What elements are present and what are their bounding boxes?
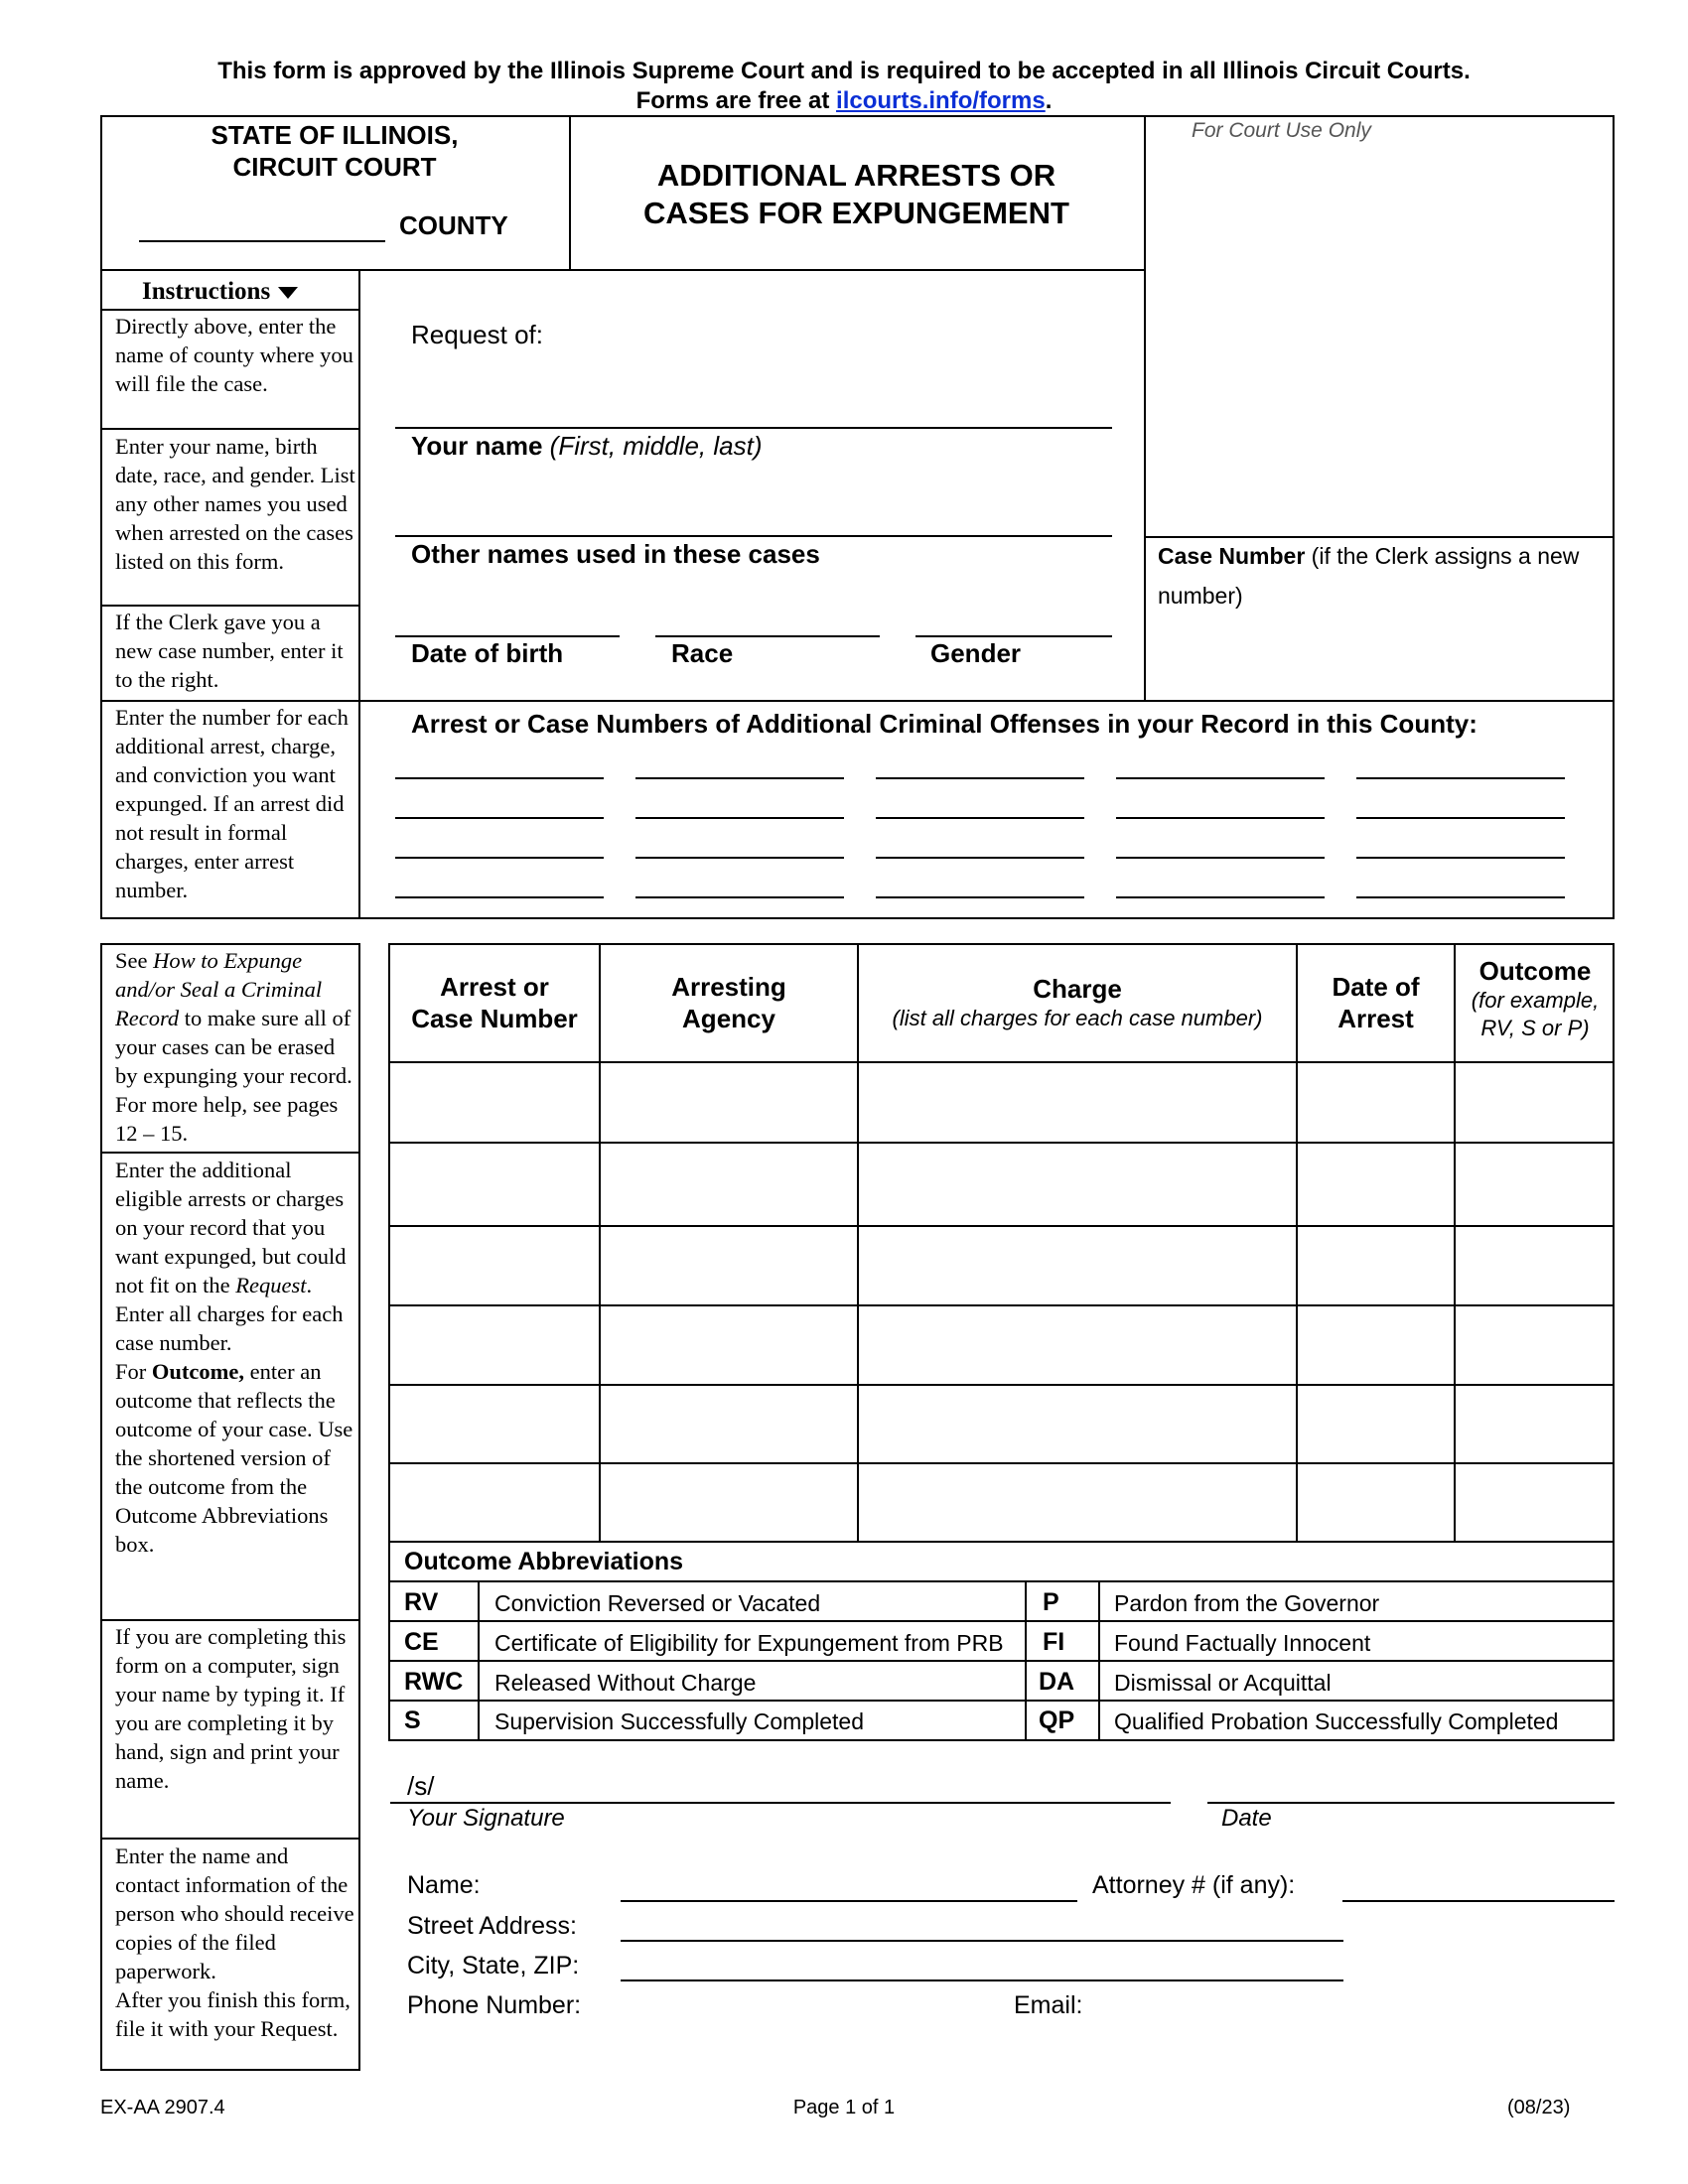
abbr-code: QP [1039, 1706, 1075, 1734]
street-label: Street Address: [407, 1912, 577, 1940]
signature-value[interactable]: /s/ [407, 1771, 435, 1801]
other-names-label: Other names used in these cases [411, 539, 820, 569]
arrest-number-input[interactable] [635, 817, 844, 819]
th-date-l1: Date of [1332, 972, 1420, 1002]
abbr-text: Found Factually Innocent [1114, 1630, 1371, 1656]
abbr-text: Certificate of Eligibility for Expungement from PRB [494, 1630, 1004, 1656]
arrest-number-input[interactable] [1356, 817, 1565, 819]
page-number: Page 1 of 1 [792, 2097, 896, 2118]
abbr-text: Pardon from the Governor [1114, 1590, 1380, 1616]
instruction-arrest-numbers: Enter the number for each additional arrest, charge, and conviction you want expunged. If an arrest did not result in formal charges, enter arrest number. [115, 705, 349, 902]
arrest-number-input[interactable] [1116, 817, 1325, 819]
race-label: Race [671, 638, 734, 668]
additional-1: Enter the additional eligible arrests or charges on your record that you want expunged, but could not fit on the [115, 1158, 347, 1297]
request-of-label: Request of: [411, 320, 543, 349]
arrest-number-input[interactable] [395, 857, 604, 859]
arrest-number-input[interactable] [876, 777, 1084, 779]
abbr-code: P [1043, 1588, 1059, 1616]
case-number-hint: (if the Clerk assigns a new number) [1158, 543, 1580, 609]
form-id: EX-AA 2907.4 [100, 2097, 225, 2118]
th-charge [859, 973, 1296, 1032]
your-name-input-line[interactable] [395, 535, 1112, 537]
court-state: STATE OF ILLINOIS, [211, 120, 459, 150]
contact-text: Enter the name and contact information of the person who should receive copies of the filed paperwork. [115, 1843, 354, 1983]
dob-label: Date of birth [411, 638, 564, 668]
arrest-number-input[interactable] [876, 896, 1084, 898]
county-label: COUNTY [399, 210, 508, 240]
divider [100, 1838, 360, 1840]
city-label: City, State, ZIP: [407, 1952, 580, 1979]
th-outcome [1456, 955, 1615, 1042]
arrest-number-input[interactable] [1356, 857, 1565, 859]
abbreviations-title: Outcome Abbreviations [404, 1548, 684, 1575]
divider [358, 700, 1615, 702]
instructions-heading-text: Instructions [142, 278, 271, 305]
divider [100, 309, 358, 311]
abbr-code: RWC [404, 1668, 464, 1696]
name-input-line[interactable] [621, 1900, 1077, 1902]
abbr-text: Conviction Reversed or Vacated [494, 1590, 821, 1616]
divider [100, 428, 358, 430]
divider [388, 1304, 1615, 1306]
caret-down-icon [278, 287, 298, 299]
name-label: Name: [407, 1871, 481, 1899]
divider [388, 1580, 1615, 1582]
outcome-word: Outcome, [151, 1359, 244, 1384]
outcome-for: For [115, 1359, 152, 1384]
divider [358, 269, 360, 919]
th-agency [601, 971, 857, 1034]
forms-notice [0, 87, 1688, 115]
abbr-text: Qualified Probation Successfully Completed [1114, 1708, 1559, 1734]
race-input-line[interactable] [655, 635, 880, 637]
divider [388, 1541, 1615, 1543]
divider [388, 1700, 1615, 1702]
arrest-number-input[interactable] [395, 817, 604, 819]
forms-notice-prefix: Forms are free at [635, 87, 837, 114]
finish-text: After you finish this form, file it with your Request. [115, 1987, 351, 2041]
instruction-contact [115, 1842, 355, 2043]
date-label: Date [1221, 1805, 1272, 1832]
arrest-number-input[interactable] [876, 817, 1084, 819]
form-title-line2: CASES FOR EXPUNGEMENT [643, 196, 1069, 230]
divider [478, 1580, 480, 1739]
date-line[interactable] [1207, 1802, 1615, 1804]
signature-label: Your Signature [407, 1805, 565, 1832]
th-date-l2: Arrest [1337, 1004, 1414, 1033]
th-date [1298, 971, 1454, 1034]
arrest-number-input[interactable] [395, 777, 604, 779]
arrest-number-input[interactable] [635, 857, 844, 859]
divider [1144, 115, 1146, 701]
arrest-number-input[interactable] [1356, 896, 1565, 898]
gender-input-line[interactable] [915, 635, 1112, 637]
outcome-rest: enter an outcome that reflects the outcome of your case. Use the shortened version of the outcome from the Outcome Abbreviations box. [115, 1359, 353, 1557]
divider [100, 1152, 360, 1154]
see-post: to make sure all of your cases can be erased by expunging your record. For more help, see pages 12 – 15. [115, 1006, 352, 1146]
email-label: Email: [1014, 1991, 1083, 2019]
attorney-label: Attorney # (if any): [1092, 1871, 1296, 1899]
arrest-number-input[interactable] [876, 857, 1084, 859]
abbr-code: S [404, 1706, 421, 1734]
th-case-number-l1: Arrest or [440, 972, 549, 1002]
th-agency-l2: Agency [682, 1004, 775, 1033]
see-title: How to Expunge and/or Seal a Criminal Record [115, 948, 323, 1030]
additional-2: . Enter all charges for each case number. [115, 1273, 344, 1355]
your-name-text: Your name [411, 431, 543, 461]
street-input-line[interactable] [621, 1940, 1343, 1942]
abbr-text: Supervision Successfully Completed [494, 1708, 865, 1734]
arrest-numbers-heading: Arrest or Case Numbers of Additional Criminal Offenses in your Record in this County: [411, 709, 1477, 739]
th-outcome-sub: (for example, RV, S or P) [1471, 988, 1600, 1040]
dob-input-line[interactable] [395, 635, 620, 637]
abbr-code: RV [404, 1588, 439, 1616]
th-case-number-l2: Case Number [411, 1004, 578, 1033]
arrest-number-input[interactable] [635, 777, 844, 779]
divider [1098, 1580, 1100, 1739]
form-title-line1: ADDITIONAL ARRESTS OR [656, 158, 1056, 193]
instruction-case-number: If the Clerk gave you a new case number, enter it to the right. [115, 610, 344, 692]
arrest-number-input[interactable] [1116, 896, 1325, 898]
attorney-input-line[interactable] [1342, 1900, 1615, 1902]
th-case-number [390, 971, 599, 1034]
divider [1025, 1580, 1027, 1739]
revision-date: (08/23) [1507, 2097, 1571, 2118]
arrest-number-input[interactable] [395, 896, 604, 898]
request-of-input-line[interactable] [395, 427, 1112, 429]
county-input-line[interactable] [139, 240, 385, 242]
divider [388, 1061, 1615, 1063]
divider [857, 943, 859, 1541]
gender-label: Gender [930, 638, 1022, 668]
signature-line[interactable] [390, 1802, 1171, 1804]
arrest-number-input[interactable] [635, 896, 844, 898]
divider [388, 1660, 1615, 1662]
see-pre: See [115, 948, 154, 973]
city-input-line[interactable] [621, 1979, 1343, 1981]
divider [100, 605, 358, 607]
abbr-code: CE [404, 1628, 439, 1656]
instruction-name: Enter your name, birth date, race, and gender. List any other names you used when arrested on the cases listed on this form. [115, 434, 355, 574]
arrest-number-input[interactable] [1356, 777, 1565, 779]
forms-notice-suffix: . [1045, 87, 1053, 114]
approval-notice: This form is approved by the Illinois Supreme Court and is required to be accepted in all Illinois Circuit Courts. [217, 58, 1471, 84]
case-number-text: Case Number [1158, 543, 1306, 569]
abbr-code: FI [1043, 1628, 1065, 1656]
th-charge-sub: (list all charges for each case number) [892, 1006, 1263, 1030]
instruction-additional [115, 1156, 355, 1559]
th-outcome-l1: Outcome [1478, 956, 1592, 986]
divider [388, 1620, 1615, 1622]
instruction-signature: If you are completing this form on a computer, sign your name by typing it. If you are completing it by hand, sign and print your name. [115, 1624, 347, 1793]
divider [388, 1462, 1615, 1464]
your-name-label [411, 431, 762, 462]
court-circuit: CIRCUIT COURT [232, 152, 437, 182]
th-charge-l1: Charge [1033, 974, 1122, 1004]
abbr-text: Released Without Charge [494, 1670, 757, 1696]
divider [100, 269, 1146, 271]
instruction-see-guide [115, 946, 355, 1148]
arrest-number-input[interactable] [1116, 777, 1325, 779]
divider [388, 1384, 1615, 1386]
divider [100, 700, 358, 702]
additional-request: Request [235, 1273, 307, 1297]
forms-link[interactable]: ilcourts.info/forms [836, 87, 1046, 114]
court-use-label: For Court Use Only [1192, 119, 1371, 142]
divider [100, 1619, 360, 1621]
arrest-number-input[interactable] [1116, 857, 1325, 859]
abbr-text: Dismissal or Acquittal [1114, 1670, 1332, 1696]
abbr-code: DA [1039, 1668, 1075, 1696]
divider [388, 1225, 1615, 1227]
th-agency-l1: Arresting [671, 972, 786, 1002]
case-number-label [1158, 536, 1595, 615]
instruction-county: Directly above, enter the name of county where you will file the case. [115, 314, 353, 396]
instructions-heading [142, 278, 298, 306]
phone-label: Phone Number: [407, 1991, 582, 2019]
divider [388, 1142, 1615, 1144]
your-name-hint: (First, middle, last) [549, 431, 763, 461]
